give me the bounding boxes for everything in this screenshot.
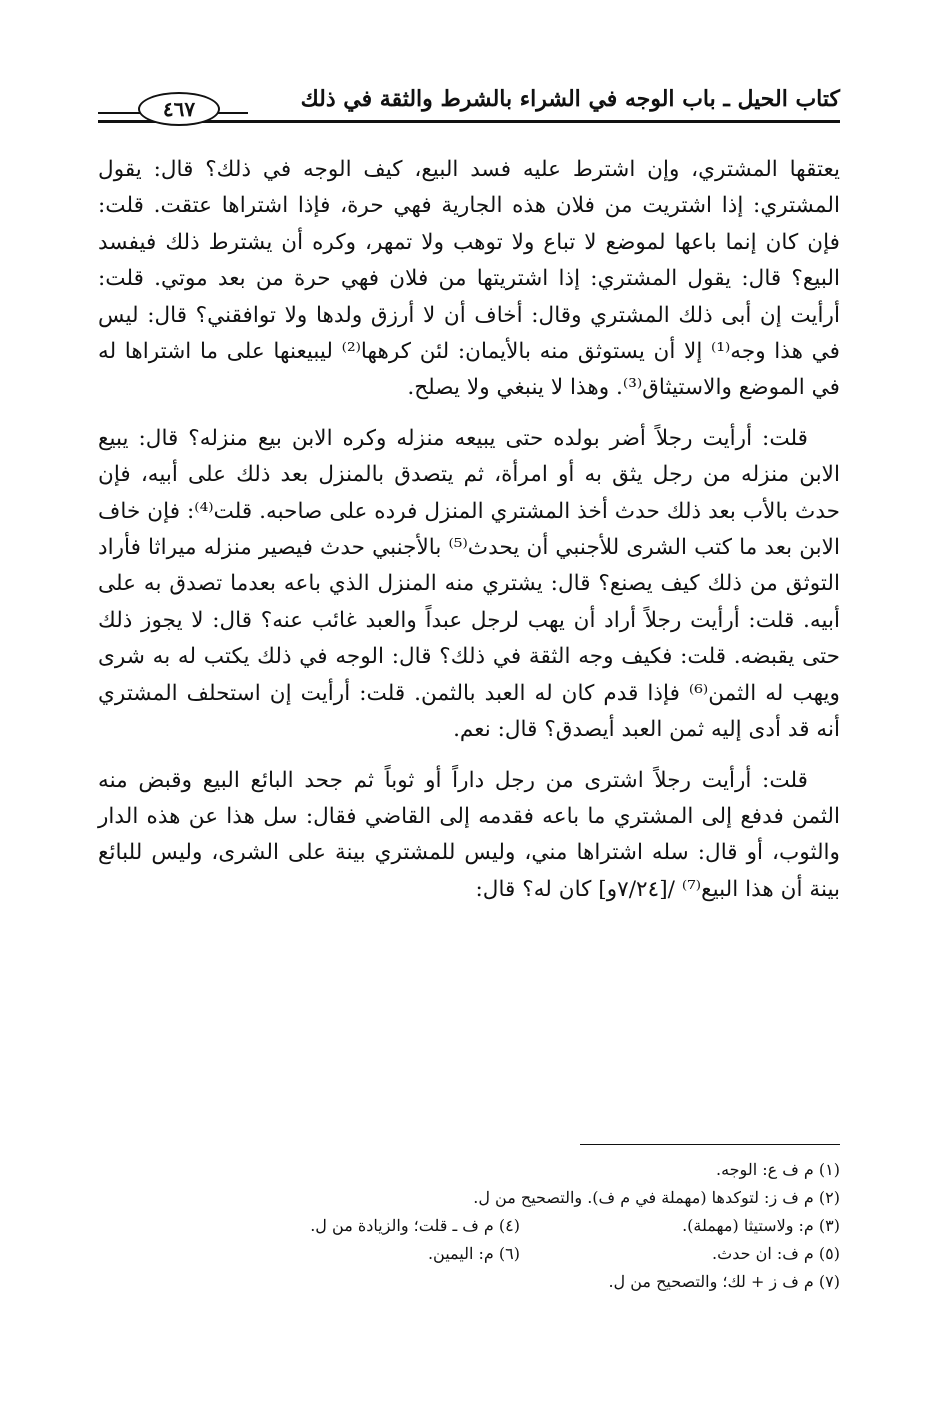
footnote-row: [98, 1240, 840, 1268]
footnote-7: (٧) م ف ز + لك؛ والتصحيح من ل.: [608, 1272, 840, 1291]
header-title: كتاب الحيل ـ باب الوجه في الشراء بالشرط والثقة في ذلك: [300, 86, 840, 112]
footnote-row: [98, 1156, 840, 1184]
footnote-separator: [580, 1144, 840, 1145]
paragraph-2: قلت: أرأيت رجلاً أضر بولده حتى يبيعه منزله وكره الابن بيع منزله؟ قال: يبيع الابن منزله من رجل يثق به أو امرأة، ثم يتصدق بالمنزل بعد ذلك على أبيه، فإن حدث بالأب بعد ذلك حدث أخذ المشتري المنزل فرده على صاحبه. قلت⁽⁴⁾: فإن خاف الابن بعد ما كتب الشرى للأجنبي أن يحدث⁽⁵⁾ بالأجنبي حدث فيصير منزله ميراثا فأراد التوثق من ذلك كيف يصنع؟ قال: يشتري منه المنزل الذي باعه بعدما تصدق به على أبيه. قلت: أرأيت رجلاً أراد أن يهب لرجل عبداً والعبد غائب عنه؟ قال: لا يجوز ذلك حتى يقبضه. قلت: فكيف وجه الثقة في ذلك؟ قال: الوجه في ذلك يكتب له به شرى ويهب له الثمن⁽⁶⁾ فإذا قدم كان له العبد بالثمن. قلت: أرأيت إن استحلف المشتري أنه قد أدى إليه ثمن العبد أيصدق؟ قال: نعم.: [98, 425, 841, 743]
footnote-1: (١) م ف ع: الوجه.: [716, 1160, 840, 1179]
footnote-6: (٦) م: اليمين.: [427, 1244, 520, 1263]
footnote-5: (٥) م ف: ان حدث.: [712, 1244, 840, 1263]
paragraph-3: قلت: أرأيت رجلاً اشترى من رجل داراً أو ثوباً ثم جحد البائع البيع وقبض منه الثمن فدفع إلى المشتري ما باعه فقدمه إلى القاضي فقال: سل هذا عن هذه الدار والثوب، أو قال: سله اشتراها مني، وليس للمشتري بينة على الشرى، وليس للبائع بينة أن هذا البيع⁽⁷⁾ /[٧/٢٤و] كان له؟ قال:: [98, 767, 840, 902]
footnote-3: (٣) م: ولاستيثا (مهملة).: [682, 1216, 840, 1235]
footnote-2: (٢) م ف ز: لتوكدها (مهملة في م ف). والتصحيح من ل.: [473, 1188, 840, 1207]
footnote-4: (٤) م ف ـ قلت؛ والزيادة من ل.: [310, 1216, 520, 1235]
running-header: [98, 82, 840, 132]
main-text: [98, 152, 840, 922]
footnote-row: [98, 1212, 840, 1240]
footnote-row: [98, 1184, 840, 1212]
page-number-badge: ٤٦٧: [138, 92, 220, 126]
footnotes: [98, 1156, 840, 1296]
paragraph-1: يعتقها المشتري، وإن اشترط عليه فسد البيع، كيف الوجه في ذلك؟ قال: يقول المشتري: إذا اشتريت من فلان هذه الجارية فهي حرة، فإذا اشتراها عتقت. قلت: فإن كان إنما باعها لموضع لا تباع ولا توهب ولا تمهر، وكره أن يشترط ذلك فيفسد البيع؟ قال: يقول المشتري: إذا اشتريتها من فلان فهي حرة من بعد موتي. قلت: أرأيت إن أبى ذلك المشتري وقال: أخاف أن لا أرزق ولدها ولا توافقني؟ قال: ليس في هذا وجه⁽¹⁾ إلا أن يستوثق منه بالأيمان: لئن كرهها⁽²⁾ ليبيعنها على ما اشتراها له في الموضع والاستيثاق⁽³⁾. وهذا لا ينبغي ولا يصلح.: [98, 157, 840, 401]
footnote-row: [98, 1268, 840, 1296]
